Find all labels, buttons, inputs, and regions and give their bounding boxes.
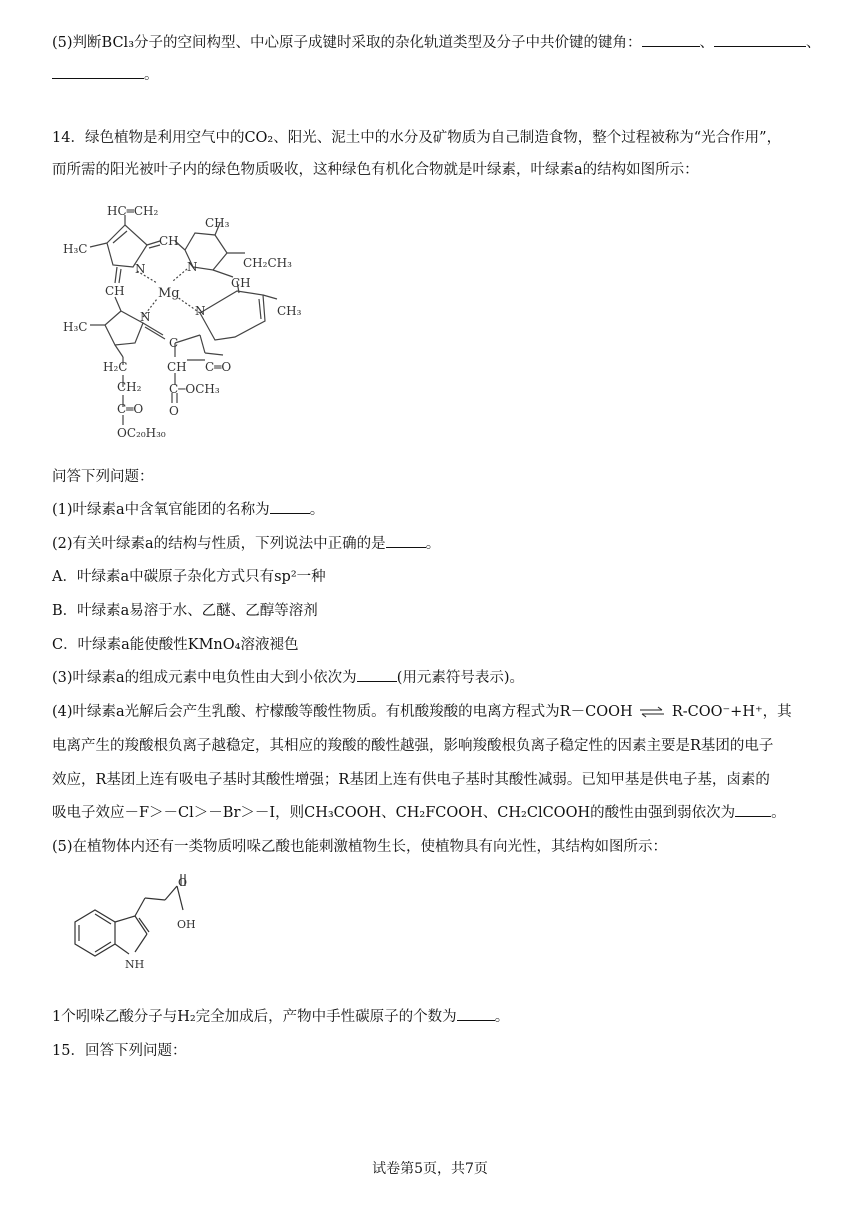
q14-part5-line1: (5)在植物体内还有一类物质吲哚乙酸也能刺激植物生长，使植物具有向光性，其结构如图所示：: [52, 839, 668, 855]
label-ch: CH: [167, 360, 187, 374]
label-o: O: [178, 876, 188, 889]
label-ketone: C═O: [205, 360, 232, 374]
label-ester: C─OCH₃: [169, 382, 220, 396]
label-ethyl: CH₂CH₃: [243, 256, 292, 270]
answer-blank[interactable]: [735, 802, 771, 817]
answer-prompt: 问答下列问题：: [52, 469, 154, 485]
period: 。: [144, 67, 159, 83]
label-vinyl: HC═CH₂: [107, 204, 159, 218]
q14-part1: [52, 499, 324, 521]
q13-part5-line2: [52, 64, 159, 86]
answer-blank[interactable]: [52, 64, 144, 79]
q14-part2: [52, 533, 440, 555]
q14-part1-text: (1)叶绿素a中含氧官能团的名称为: [52, 502, 270, 518]
option-a: A．叶绿素a中碳原子杂化方式只有sp²一种: [52, 569, 326, 585]
label-mg: Mg: [158, 286, 180, 301]
period: 。: [309, 502, 325, 518]
label-nh: NH: [125, 958, 145, 971]
label-ch2: CH₂: [117, 380, 142, 394]
label-oh: OH: [177, 918, 196, 931]
q14-intro-line1: 14．绿色植物是利用空气中的CO₂、阳光、泥土中的水分及矿物质为自己制造食物，整个过程被称为“光合作用”，: [52, 130, 782, 146]
label-ch: CH: [105, 284, 125, 298]
q14-part2-text: (2)有关叶绿素a的结构与性质，下列说法中正确的是: [52, 536, 386, 552]
label-phytyl: OC₂₀H₃₀: [117, 426, 166, 440]
label-ch: CH: [231, 276, 251, 290]
period: 。: [494, 1009, 510, 1025]
answer-blank[interactable]: [642, 32, 700, 47]
q14-intro-line2: 而所需的阳光被叶子内的绿色物质吸收，这种绿色有机化合物就是叶绿素，叶绿素a的结构如图所示：: [52, 162, 699, 178]
label-ch3: CH₃: [277, 304, 302, 318]
label-o: O: [169, 404, 179, 418]
label-ch3: CH₃: [205, 216, 230, 230]
label-n: N: [140, 310, 151, 324]
q14-part3-suffix: (用元素符号表示)。: [396, 670, 525, 686]
q15-heading: 15．回答下列问题：: [52, 1043, 187, 1059]
label-h2c: H₂C: [103, 360, 128, 374]
answer-blank[interactable]: [357, 667, 397, 682]
period: 。: [771, 805, 786, 821]
page-footer: 试卷第5页，共7页: [372, 1161, 488, 1177]
separator: 、: [699, 35, 715, 51]
label-n: N: [135, 262, 146, 276]
q14-part5-text: 1个吲哚乙酸分子与H₂完全加成后，产物中手性碳原子的个数为: [52, 1009, 457, 1025]
answer-blank[interactable]: [386, 533, 426, 548]
q13-part5-line: [52, 32, 821, 54]
q14-part4-text: R-COO⁻+H⁺，其: [671, 704, 792, 720]
q14-part3: [52, 667, 524, 689]
label-ch: CH: [159, 234, 179, 248]
q14-part4-text: (4)叶绿素a光解后会产生乳酸、柠檬酸等酸性物质。有机酸羧酸的电离方程式为R－COOH: [52, 704, 633, 720]
period: 。: [425, 536, 441, 552]
answer-blank[interactable]: [457, 1006, 495, 1021]
equilibrium-arrow-icon: [637, 705, 667, 719]
indole-acetic-acid-structure: [65, 872, 205, 977]
separator: 、: [806, 35, 821, 51]
label-h3c: H₃C: [63, 242, 88, 256]
label-n: N: [187, 260, 198, 274]
q14-part5-question: [52, 1006, 509, 1028]
q14-part4-line1: [52, 701, 792, 723]
q14-part4-text: 吸电子效应－F＞－Cl＞－Br＞－I，则CH₃COOH、CH₂FCOOH、CH₂ClCOOH的酸性由强到弱依次为: [52, 805, 736, 821]
chlorophyll-a-structure: [55, 195, 315, 445]
option-c: C．叶绿素a能使酸性KMnO₄溶液褪色: [52, 637, 299, 653]
q14-part3-text: (3)叶绿素a的组成元素中电负性由大到小依次为: [52, 670, 357, 686]
answer-blank[interactable]: [714, 32, 806, 47]
label-n: N: [195, 304, 206, 318]
label-carbonyl: C═O: [117, 402, 144, 416]
q14-part4-line4: [52, 802, 786, 824]
label-c: C: [169, 336, 179, 350]
q13-part5-text: (5)判断BCl₃分子的空间构型、中心原子成键时采取的杂化轨道类型及分子中共价键的键角：: [52, 35, 642, 51]
q14-part4-line3: 效应，R基团上连有吸电子基时其酸性增强；R基团上连有供电子基时其酸性减弱。已知甲基是供电子基，卤素的: [52, 772, 770, 788]
q14-part4-line2: 电离产生的羧酸根负离子越稳定，其相应的羧酸的酸性越强，影响羧酸根负离子稳定性的因素主要是R基团的电子: [52, 738, 774, 754]
answer-blank[interactable]: [270, 499, 310, 514]
label-h3c: H₃C: [63, 320, 88, 334]
option-b: B．叶绿素a易溶于水、乙醚、乙醇等溶剂: [52, 603, 318, 619]
